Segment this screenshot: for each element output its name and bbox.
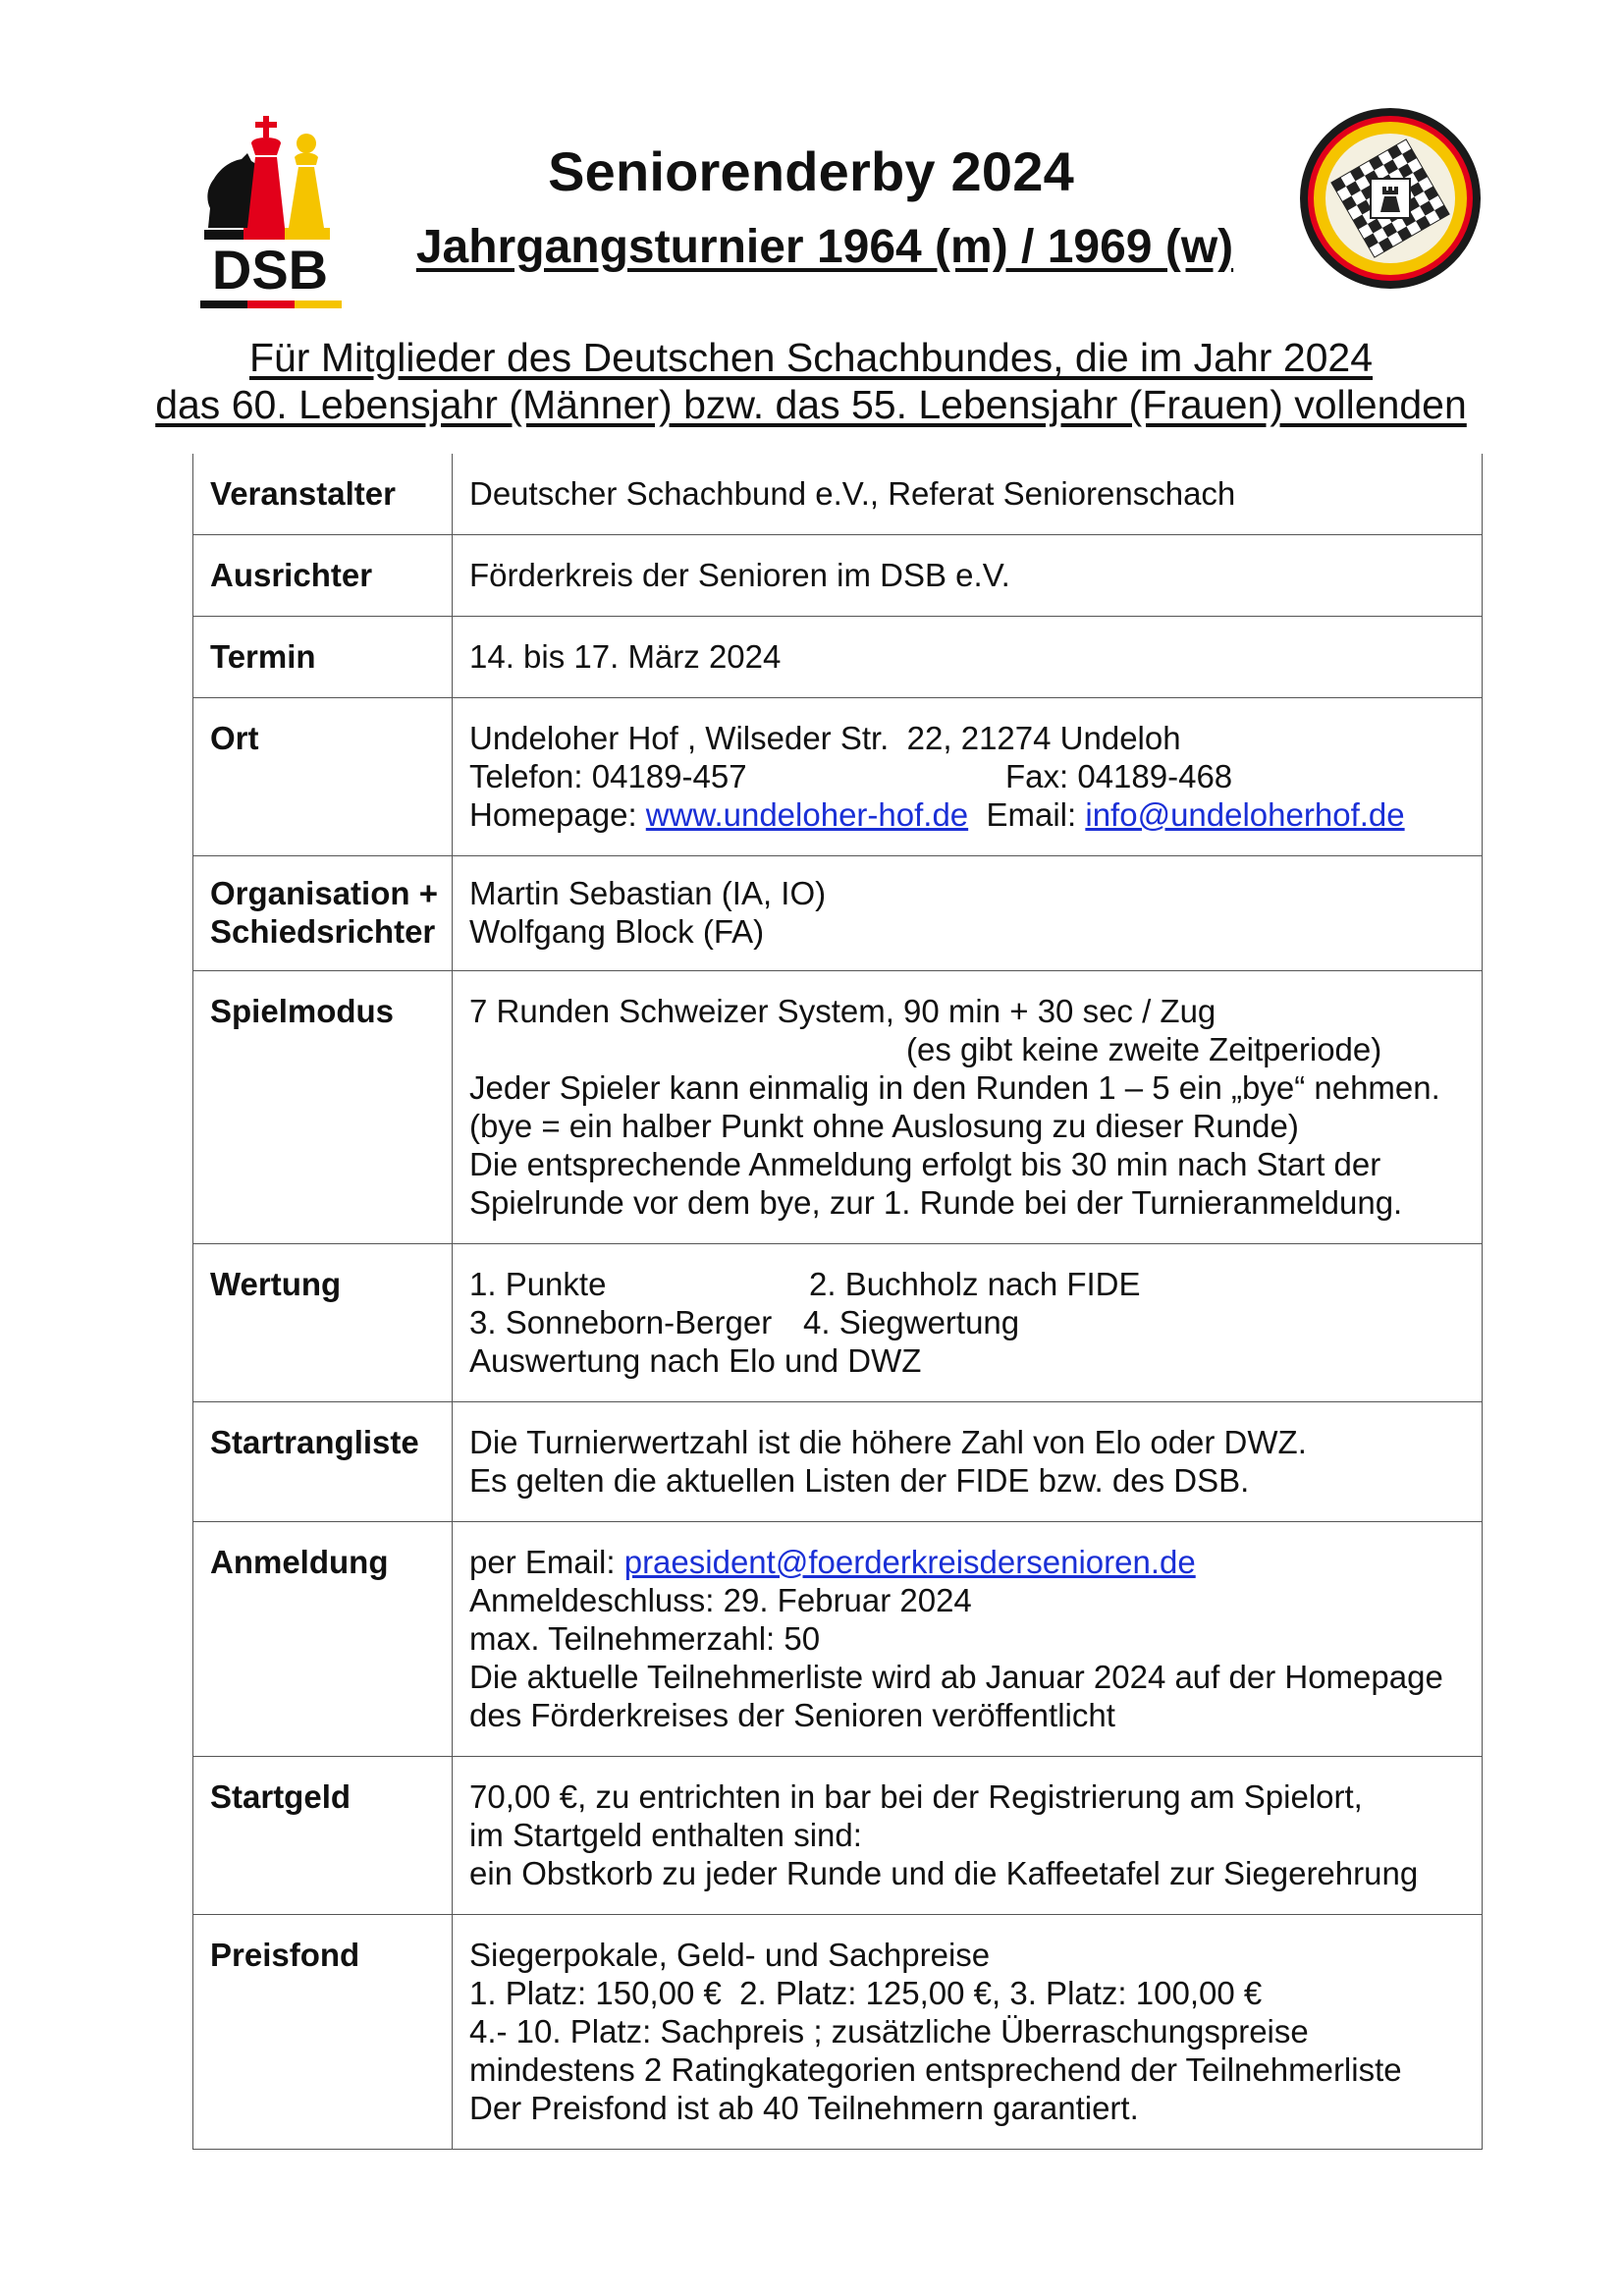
wertung-1: 1. Punkte — [469, 1266, 607, 1302]
row-label: Startrangliste — [193, 1402, 453, 1522]
email-link[interactable]: info@undeloherhof.de — [1085, 796, 1405, 833]
label-line: Schiedsrichter — [210, 913, 436, 950]
table-row — [193, 698, 1483, 856]
homepage-label: Homepage: — [469, 796, 646, 833]
value-line: Anmeldeschluss: 29. Februar 2024 — [469, 1582, 972, 1618]
table-row — [193, 1915, 1483, 2150]
row-value — [453, 1244, 1483, 1402]
row-value — [453, 535, 1483, 617]
value-line: Der Preisfond ist ab 40 Teilnehmern garantiert. — [469, 2090, 1139, 2126]
row-value — [453, 1757, 1483, 1915]
row-label: Ort — [193, 698, 453, 856]
row-label — [193, 856, 453, 971]
value-line: Jeder Spieler kann einmalig in den Runden 1 – 5 ein „bye“ nehmen. — [469, 1069, 1440, 1106]
intro-line-2: das 60. Lebensjahr (Männer) bzw. das 55. Lebensjahr (Frauen) vollenden — [155, 382, 1467, 427]
value-line — [469, 1303, 1466, 1341]
row-label: Preisfond — [193, 1915, 453, 2150]
registration-email-link[interactable]: praesident@foerderkreisdersenioren.de — [623, 1544, 1196, 1580]
row-label: Veranstalter — [193, 454, 453, 535]
table-row — [193, 454, 1483, 535]
wertung-2: 2. Buchholz nach FIDE — [809, 1266, 1141, 1302]
value-line — [469, 1543, 1466, 1581]
row-value — [453, 971, 1483, 1244]
value-line: 14. bis 17. März 2024 — [469, 638, 782, 675]
value-line: im Startgeld enthalten sind: — [469, 1817, 862, 1853]
row-label: Wertung — [193, 1244, 453, 1402]
homepage-link[interactable]: www.undeloher-hof.de — [645, 796, 969, 833]
row-value — [453, 1402, 1483, 1522]
row-label: Anmeldung — [193, 1522, 453, 1757]
value-line: 1. Platz: 150,00 € 2. Platz: 125,00 €, 3. Platz: 100,00 € — [469, 1975, 1263, 2011]
value-line: Es gelten die aktuellen Listen der FIDE bzw. des DSB. — [469, 1462, 1250, 1499]
telefon-text: Telefon: 04189-457 — [469, 758, 747, 794]
value-line: Spielrunde vor dem bye, zur 1. Runde bei der Turnieranmeldung. — [469, 1184, 1403, 1221]
table-row — [193, 971, 1483, 1244]
fax-text: Fax: 04189-468 — [1005, 758, 1233, 794]
value-line: (es gibt keine zweite Zeitperiode) — [906, 1031, 1382, 1067]
table-row — [193, 1522, 1483, 1757]
value-line: Die aktuelle Teilnehmerliste wird ab Januar 2024 auf der Homepage — [469, 1659, 1443, 1695]
table-row — [193, 1244, 1483, 1402]
value-line: Wolfgang Block (FA) — [469, 913, 765, 950]
row-value — [453, 1522, 1483, 1757]
value-line: Siegerpokale, Geld- und Sachpreise — [469, 1937, 991, 1973]
value-line — [469, 795, 1466, 834]
value-line: Undeloher Hof , Wilseder Str. 22, 21274 Undeloh — [469, 720, 1181, 756]
value-line: Die entsprechende Anmeldung erfolgt bis 30 min nach Start der — [469, 1146, 1381, 1182]
value-line: ein Obstkorb zu jeder Runde und die Kaffeetafel zur Siegerehrung — [469, 1855, 1419, 1891]
value-line — [469, 757, 1466, 795]
value-line: Auswertung nach Elo und DWZ — [469, 1342, 922, 1379]
value-line — [469, 1265, 1466, 1303]
value-line: max. Teilnehmerzahl: 50 — [469, 1620, 821, 1657]
intro-line-1: Für Mitglieder des Deutschen Schachbundes, die im Jahr 2024 — [248, 335, 1374, 380]
row-value — [453, 856, 1483, 971]
wertung-4: 4. Siegwertung — [803, 1304, 1020, 1340]
value-line: 4.- 10. Platz: Sachpreis ; zusätzliche Überraschungspreise — [469, 2013, 1309, 2050]
value-line: Die Turnierwertzahl ist die höhere Zahl von Elo oder DWZ. — [469, 1424, 1307, 1460]
row-label: Termin — [193, 617, 453, 698]
value-line: 70,00 €, zu entrichten in bar bei der Registrierung am Spielort, — [469, 1778, 1363, 1815]
value-line: Martin Sebastian (IA, IO) — [469, 875, 827, 911]
value-line: des Förderkreises der Senioren veröffentlicht — [469, 1697, 1115, 1733]
value-line: 7 Runden Schweizer System, 90 min + 30 sec / Zug — [469, 993, 1216, 1029]
row-value — [453, 454, 1483, 535]
intro-text — [0, 334, 1622, 428]
value-line: (bye = ein halber Punkt ohne Auslosung zu dieser Runde) — [469, 1108, 1299, 1144]
table-row — [193, 1757, 1483, 1915]
dsb-logo-text: DSB — [211, 239, 329, 301]
row-value — [453, 1915, 1483, 2150]
row-label: Startgeld — [193, 1757, 453, 1915]
page-subtitle: Jahrgangsturnier 1964 (m) / 1969 (w) — [415, 221, 1234, 273]
row-value — [453, 698, 1483, 856]
value-line: Deutscher Schachbund e.V., Referat Seniorenschach — [469, 475, 1236, 512]
row-value — [453, 617, 1483, 698]
wertung-3: 3. Sonneborn-Berger — [469, 1304, 773, 1340]
value-line: mindestens 2 Ratingkategorien entsprechend der Teilnehmerliste — [469, 2051, 1402, 2088]
tournament-info-table — [192, 454, 1483, 2150]
row-label: Ausrichter — [193, 535, 453, 617]
email-label: Email: — [986, 796, 1086, 833]
table-row — [193, 1402, 1483, 1522]
table-row — [193, 535, 1483, 617]
value-line: Förderkreis der Senioren im DSB e.V. — [469, 557, 1010, 593]
label-line: Organisation + — [210, 875, 438, 911]
table-row — [193, 617, 1483, 698]
page-title: Seniorenderby 2024 — [548, 140, 1074, 202]
email-label: per Email: — [469, 1544, 624, 1580]
row-label: Spielmodus — [193, 971, 453, 1244]
table-row — [193, 856, 1483, 971]
